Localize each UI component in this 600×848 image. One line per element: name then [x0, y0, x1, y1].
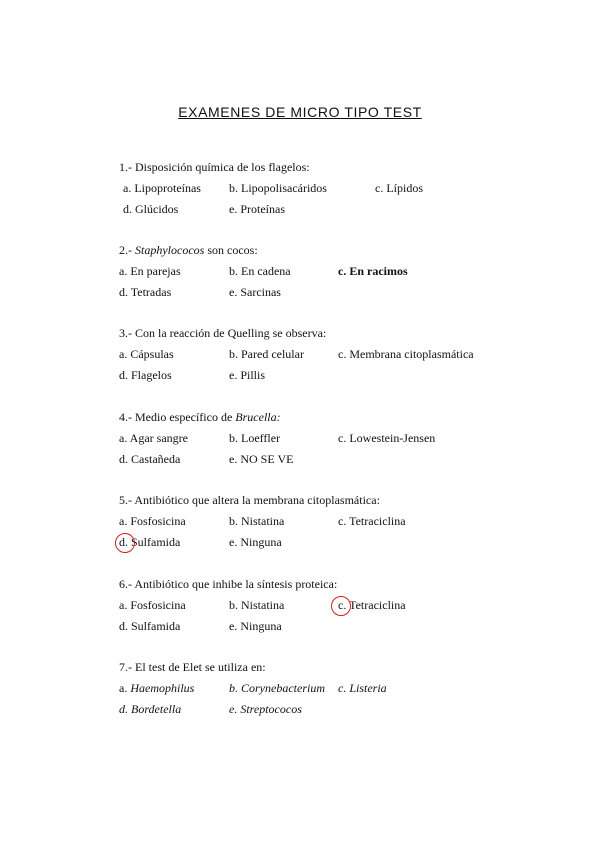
option-c-text: En racimos — [349, 264, 408, 278]
option-c: c. Tetraciclina — [338, 514, 406, 528]
option-a-prefix: a. — [119, 681, 131, 695]
option-e: e. Streptococos — [229, 702, 302, 716]
option-a: a. Agar sangre — [119, 431, 188, 445]
option-a: a. Fosfosicina — [119, 514, 186, 528]
answer-circle-mark — [331, 596, 351, 616]
option-b: b. Pared celular — [229, 347, 304, 361]
option-c: c. Lípidos — [375, 181, 423, 195]
option-d: d. Sulfamida — [119, 535, 181, 549]
stem-prefix: 4.- Medio específico de — [119, 410, 236, 424]
option-e: e. Sarcinas — [229, 285, 281, 299]
option-c: c. Tetraciclina — [338, 598, 406, 612]
option-c-prefix: c. — [338, 264, 350, 278]
option-a: a. Cápsulas — [119, 347, 174, 361]
option-b: b. Loeffler — [229, 431, 281, 445]
option-c — [338, 264, 408, 279]
option-d: d. Bordetella — [119, 702, 182, 716]
question-stem: 1.- Disposición química de los flagelos: — [119, 160, 310, 174]
option-b: b. Nistatina — [229, 514, 285, 528]
question-stem: 5.- Antibiótico que altera la membrana citoplasmática: — [119, 493, 380, 507]
option-c: c. Lowestein-Jensen — [338, 431, 436, 445]
option-b: b. En cadena — [229, 264, 291, 278]
option-a-text: Haemophilus — [130, 681, 195, 695]
question-stem — [119, 243, 258, 258]
page-title: EXAMENES DE MICRO TIPO TEST — [178, 104, 422, 120]
option-e: e. Ninguna — [229, 535, 282, 549]
stem-organism: Brucella: — [235, 410, 281, 424]
question-stem — [119, 410, 281, 425]
option-e: e. Ninguna — [229, 619, 282, 633]
question-stem: 7.- El test de Elet se utiliza en: — [119, 660, 266, 674]
option-d: d. Flagelos — [119, 368, 172, 382]
option-a: a. En parejas — [119, 264, 181, 278]
option-a — [119, 681, 194, 696]
answer-circle-mark — [115, 533, 135, 553]
option-d: d. Castañeda — [119, 452, 181, 466]
option-a: a. Fosfosicina — [119, 598, 186, 612]
option-a: a. Lipoproteínas — [123, 181, 201, 195]
stem-prefix: 2.- — [119, 243, 135, 257]
stem-suffix: son cocos: — [204, 243, 258, 257]
stem-organism: Staphylococos — [135, 243, 205, 257]
option-e: e. Pillis — [229, 368, 266, 382]
option-b: b. Corynebacterium — [229, 681, 325, 695]
option-b: b. Nistatina — [229, 598, 285, 612]
option-e: e. Proteínas — [229, 202, 285, 216]
option-d: d. Tetradas — [119, 285, 172, 299]
option-b: b. Lipopolisacáridos — [229, 181, 327, 195]
option-e: e. NO SE VE — [229, 452, 294, 466]
option-c: c. Listeria — [338, 681, 387, 695]
question-stem: 3.- Con la reacción de Quelling se observa: — [119, 326, 327, 340]
option-d: d. Glúcidos — [123, 202, 179, 216]
question-stem: 6.- Antibiótico que inhibe la síntesis proteica: — [119, 577, 338, 591]
option-c: c. Membrana citoplasmática — [338, 347, 474, 361]
option-d: d. Sulfamida — [119, 619, 181, 633]
